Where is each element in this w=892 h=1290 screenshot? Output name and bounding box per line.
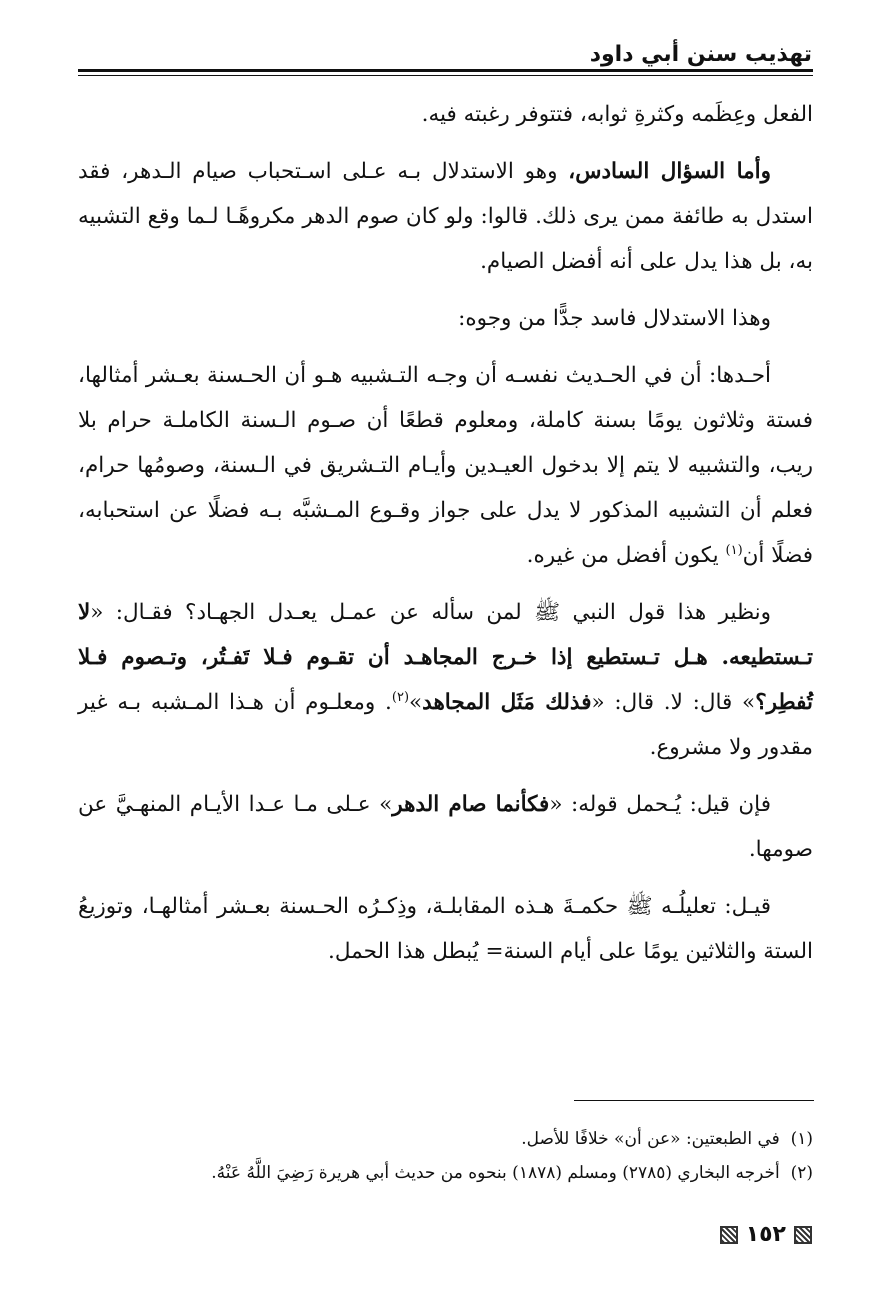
footnote-text: أخرجه البخاري (٢٧٨٥) ومسلم (١٨٧٨) بنحوه من حديث أبي هريرة رَضِيَ اللَّهُ عَنْهُ. <box>211 1163 780 1183</box>
hadith-quote-bold: لا تـستطيعه. هـل تـستطيع إذا خـرج المجاهـد أن تقـوم فـلا تَفـتُر، وتـصوم فـلا تُفطِر؟ <box>78 600 813 715</box>
header-rule-thin <box>78 75 813 76</box>
footnote-text: في الطبعتين: «عن أن» خلافًا للأصل. <box>521 1129 780 1149</box>
footnote-1 <box>78 1122 813 1156</box>
footnote-2 <box>78 1156 813 1190</box>
page-number-text: ١٥٢ <box>745 1222 786 1247</box>
paragraph-3: وهذا الاستدلال فاسد جدًّا من وجوه: <box>458 306 771 331</box>
running-header: تهذيب سنن أبي داود <box>589 42 812 67</box>
header-rule-thick <box>78 69 813 72</box>
paragraph-lead-bold: وأما السؤال السادس، <box>568 159 772 184</box>
hadith-quote-bold-2: فذلك مَثَل المجاهد <box>422 690 592 715</box>
footnote-number: (٢) <box>790 1163 813 1183</box>
paragraph-1: الفعل وعِظَمه وكثرةِ ثوابه، فتتوفر رغبته فيه. <box>421 102 813 127</box>
paragraph-2: وأما السؤال السادس، وهو الاستدلال بـه عـلى اسـتحباب صيام الـدهر، فقد استدل به طائفة ممن يرى ذلك. قالوا: ولو كان صوم الدهر مكروهًـا لـما وقع التشبيه به، بل هذا يدل على أنه أفضل الصيام. <box>78 159 813 274</box>
footnote-number: (١) <box>790 1129 813 1149</box>
footnotes <box>78 1122 813 1190</box>
page-number <box>720 1222 812 1247</box>
footnote-separator <box>574 1100 814 1101</box>
paragraph-5: ونظير هذا قول النبي ﷺ لمن سأله عن عمـل يعـدل الجهـاد؟ فقـال: «لا تـستطيعه. هـل تـستطيع إذا خـرج المجاهـد أن تقـوم فـلا تَفـتُر، وتـصوم فـلا تُفطِر؟» قال: لا. قال: «فذلك مَثَل المجاهد»$^{(٢)}$. ومعلـوم أن هـذا المـشبه بـه غير مقدور ولا مشروع. <box>78 600 813 760</box>
main-text <box>78 92 813 986</box>
quote-bold: فكأنما صام الدهر <box>392 792 550 817</box>
paragraph-6: فإن قيل: يُـحمل قوله: «فكأنما صام الدهر» عـلى مـا عـدا الأيـام المنهـيَّ عن صومها. <box>78 792 813 862</box>
paragraph-7: قيـل: تعليلُـه ﷺ حكمـةَ هـذه المقابلـة، وذِكـرُه الحـسنة بعـشر أمثالهـا، وتوزيعُ الستة والثلاثين يومًا على أيام السنة= يُبطل هذا الحمل. <box>78 894 813 964</box>
footnote-ref-2: (٢) <box>391 689 410 705</box>
ornament-icon <box>720 1226 738 1244</box>
paragraph-4: أحـدها: أن في الحـديث نفسـه أن وجـه التـشبيه هـو أن الحـسنة بعـشر أمثالها، فستة وثلاثون يومًا بسنة كاملة، ومعلوم قطعًا أن صـوم الـسنة الكاملـة حرام بلا ريب، والتشبيه لا يتم إلا بدخول العيـدين وأيـام التـشريق في الـسنة، وصومُها حرام، فعلم أن التشبيه المذكور لا يدل على جواز وقـوع المـشبَّه بـه فضلًا عن استحبابه، فضلًا أن$^{(١)}$ يكون أفضل من غيره. <box>78 363 813 568</box>
ornament-icon <box>794 1226 812 1244</box>
footnote-ref-1: (١) <box>725 542 743 558</box>
